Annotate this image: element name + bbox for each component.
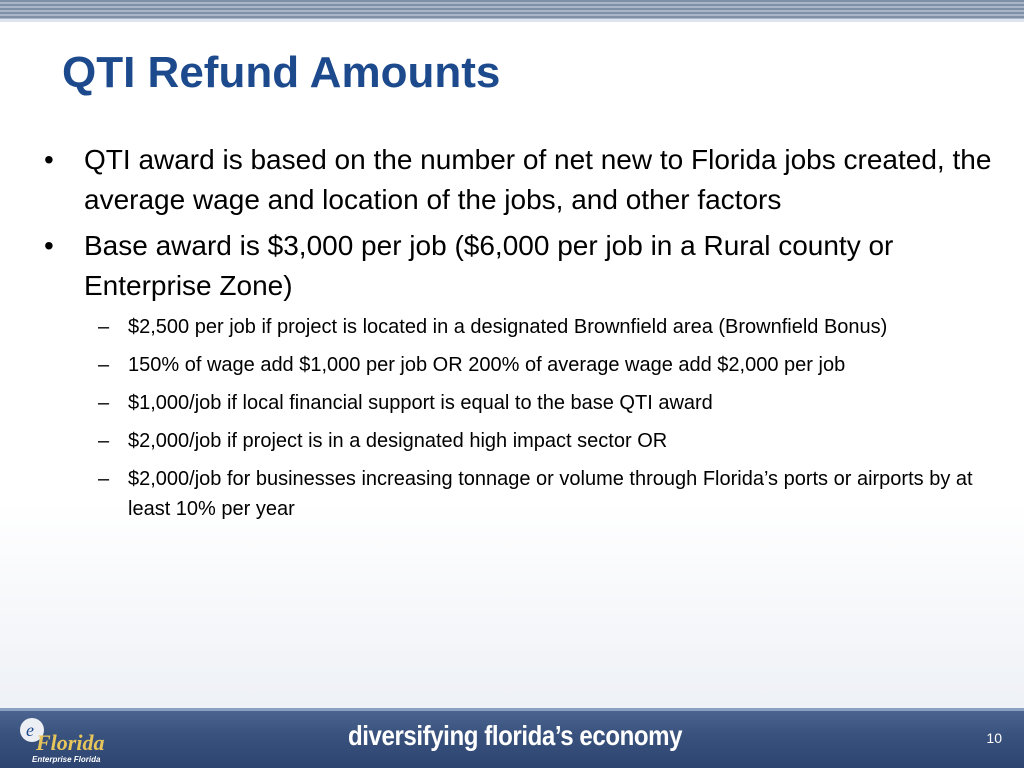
footer-bar [0,708,1024,768]
logo-word: Florida [36,730,105,755]
logo-letter: e [26,720,34,740]
slide-content [40,140,1010,532]
sub-bullet-text: $2,500 per job if project is located in a designated Brownfield area (Brownfield Bonus) [128,316,888,338]
dash-marker: – [98,392,110,414]
dash-marker: – [98,468,110,490]
sub-bullet-text: $2,000/job if project is in a designated high impact sector OR [128,430,668,452]
sub-bullet-item [40,312,1010,342]
enterprise-florida-logo [6,712,106,766]
footer-tagline: diversifying florida’s economy [348,720,683,751]
page-number: 10 [986,730,1002,746]
sub-bullet-text: $2,000/job for businesses increasing tonnage or volume through Florida’s ports or airports by at least 10% per year [128,468,973,520]
bullet-text: QTI award is based on the number of net new to Florida jobs created, the average wage and location of the jobs, and other factors [84,144,992,215]
dash-marker: – [98,316,110,338]
top-stripe-band [0,0,1024,22]
sub-bullet-item [40,464,1010,524]
bullet-marker: • [44,230,54,261]
sub-bullet-item [40,350,1010,380]
dash-marker: – [98,354,110,376]
sub-bullet-item [40,426,1010,456]
logo-sub: Enterprise Florida [32,755,101,764]
bullet-marker: • [44,144,54,175]
slide-title: QTI Refund Amounts [62,48,501,97]
bullet-item [40,140,1010,220]
dash-marker: – [98,430,110,452]
bullet-item [40,226,1010,306]
sub-bullet-text: 150% of wage add $1,000 per job OR 200% of average wage add $2,000 per job [128,354,846,376]
sub-bullet-text: $1,000/job if local financial support is equal to the base QTI award [128,392,713,414]
bullet-text: Base award is $3,000 per job ($6,000 per job in a Rural county or Enterprise Zone) [84,230,894,301]
sub-bullet-item [40,388,1010,418]
